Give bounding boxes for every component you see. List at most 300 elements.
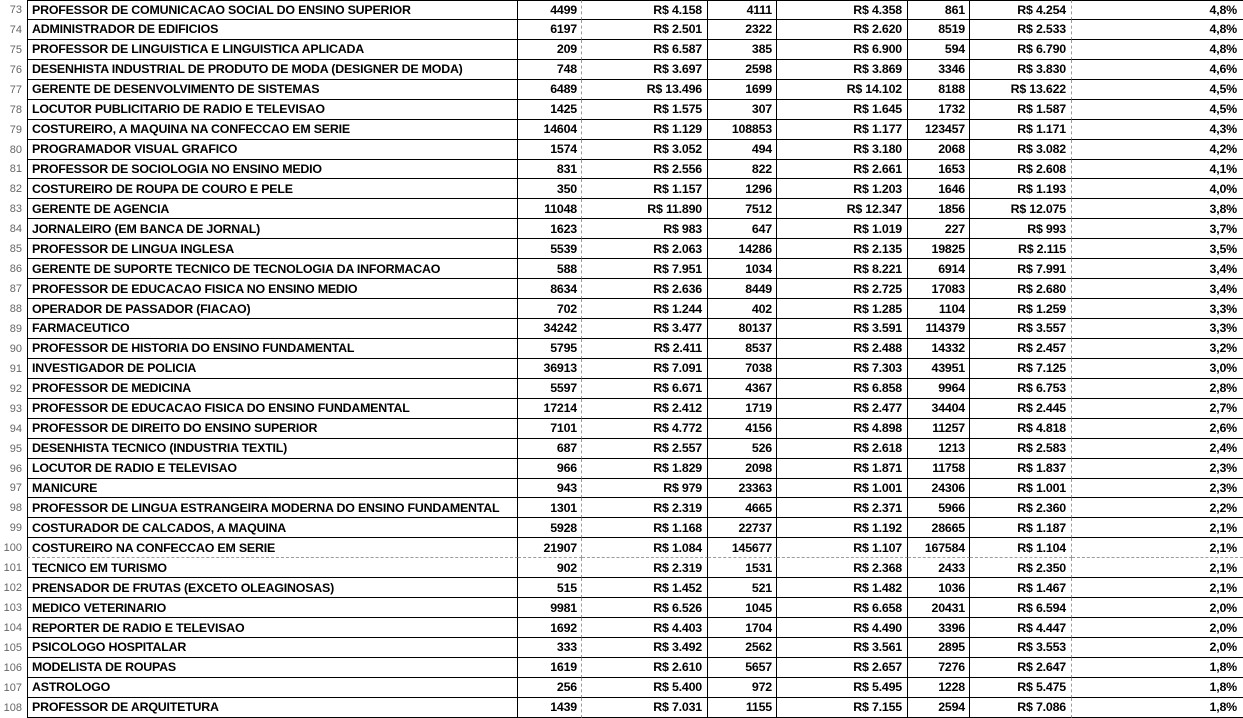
percent-cell[interactable]: 3,8%	[1072, 199, 1243, 219]
salary-a-cell[interactable]: R$ 2.610	[582, 658, 708, 678]
count-b-cell[interactable]: 307	[708, 100, 777, 120]
salary-c-cell[interactable]: R$ 3.553	[970, 638, 1072, 658]
count-a-cell[interactable]: 1425	[518, 100, 582, 120]
salary-c-cell[interactable]: R$ 2.533	[970, 20, 1072, 40]
occupation-cell[interactable]: PROFESSOR DE HISTORIA DO ENSINO FUNDAMENTAL	[27, 339, 518, 359]
count-c-cell[interactable]: 3396	[908, 618, 970, 638]
salary-a-cell[interactable]: R$ 983	[582, 219, 708, 239]
salary-b-cell[interactable]: R$ 1.285	[777, 299, 908, 319]
count-a-cell[interactable]: 1574	[518, 140, 582, 160]
row-number[interactable]: 88	[9, 303, 22, 316]
count-c-cell[interactable]: 7276	[908, 658, 970, 678]
row-number[interactable]: 87	[9, 283, 22, 296]
count-b-cell[interactable]: 2562	[708, 638, 777, 658]
salary-b-cell[interactable]: R$ 2.477	[777, 399, 908, 419]
salary-c-cell[interactable]: R$ 993	[970, 219, 1072, 239]
salary-a-cell[interactable]: R$ 2.319	[582, 558, 708, 578]
row-number[interactable]: 77	[9, 83, 22, 96]
count-a-cell[interactable]: 1692	[518, 618, 582, 638]
salary-a-cell[interactable]: R$ 1.452	[582, 578, 708, 598]
count-b-cell[interactable]: 4367	[708, 379, 777, 399]
occupation-cell[interactable]: ADMINISTRADOR DE EDIFICIOS	[27, 20, 518, 40]
count-c-cell[interactable]: 2068	[908, 140, 970, 160]
salary-c-cell[interactable]: R$ 1.104	[970, 538, 1072, 558]
salary-b-cell[interactable]: R$ 2.488	[777, 339, 908, 359]
salary-c-cell[interactable]: R$ 2.457	[970, 339, 1072, 359]
count-c-cell[interactable]: 14332	[908, 339, 970, 359]
salary-a-cell[interactable]: R$ 6.526	[582, 598, 708, 618]
salary-a-cell[interactable]: R$ 3.492	[582, 638, 708, 658]
salary-c-cell[interactable]: R$ 2.115	[970, 239, 1072, 259]
row-number[interactable]: 76	[9, 63, 22, 76]
salary-c-cell[interactable]: R$ 1.837	[970, 459, 1072, 479]
salary-c-cell[interactable]: R$ 3.830	[970, 60, 1072, 80]
salary-b-cell[interactable]: R$ 12.347	[777, 199, 908, 219]
count-b-cell[interactable]: 1704	[708, 618, 777, 638]
salary-c-cell[interactable]: R$ 6.594	[970, 598, 1072, 618]
count-b-cell[interactable]: 22737	[708, 518, 777, 538]
count-c-cell[interactable]: 1856	[908, 199, 970, 219]
count-a-cell[interactable]: 350	[518, 179, 582, 199]
salary-b-cell[interactable]: R$ 5.495	[777, 678, 908, 698]
row-number[interactable]: 96	[9, 462, 22, 475]
salary-b-cell[interactable]: R$ 3.180	[777, 140, 908, 160]
percent-cell[interactable]: 4,1%	[1072, 160, 1243, 180]
percent-cell[interactable]: 2,4%	[1072, 439, 1243, 459]
occupation-cell[interactable]: PROFESSOR DE COMUNICACAO SOCIAL DO ENSINO SUPERIOR	[27, 0, 518, 20]
percent-cell[interactable]: 2,6%	[1072, 419, 1243, 439]
salary-b-cell[interactable]: R$ 1.645	[777, 100, 908, 120]
salary-a-cell[interactable]: R$ 1.084	[582, 538, 708, 558]
count-a-cell[interactable]: 748	[518, 60, 582, 80]
count-a-cell[interactable]: 588	[518, 259, 582, 279]
row-number[interactable]: 85	[9, 243, 22, 256]
count-c-cell[interactable]: 6914	[908, 259, 970, 279]
count-c-cell[interactable]: 20431	[908, 598, 970, 618]
count-a-cell[interactable]: 4499	[518, 0, 582, 20]
salary-b-cell[interactable]: R$ 6.900	[777, 40, 908, 60]
occupation-cell[interactable]: LOCUTOR DE RADIO E TELEVISAO	[27, 459, 518, 479]
salary-c-cell[interactable]: R$ 2.360	[970, 498, 1072, 518]
count-a-cell[interactable]: 6489	[518, 80, 582, 100]
count-a-cell[interactable]: 943	[518, 479, 582, 499]
occupation-cell[interactable]: MANICURE	[27, 479, 518, 499]
count-a-cell[interactable]: 515	[518, 578, 582, 598]
count-a-cell[interactable]: 687	[518, 439, 582, 459]
count-a-cell[interactable]: 1619	[518, 658, 582, 678]
salary-c-cell[interactable]: R$ 1.467	[970, 578, 1072, 598]
count-c-cell[interactable]: 2594	[908, 698, 970, 718]
salary-a-cell[interactable]: R$ 7.031	[582, 698, 708, 718]
row-number[interactable]: 100	[3, 542, 22, 555]
percent-cell[interactable]: 2,1%	[1072, 518, 1243, 538]
row-number[interactable]: 108	[3, 701, 22, 714]
occupation-cell[interactable]: COSTUREIRO, A MAQUINA NA CONFECCAO EM SERIE	[27, 120, 518, 140]
row-number[interactable]: 106	[3, 661, 22, 674]
percent-cell[interactable]: 2,3%	[1072, 479, 1243, 499]
occupation-cell[interactable]: PRENSADOR DE FRUTAS (EXCETO OLEAGINOSAS)	[27, 578, 518, 598]
percent-cell[interactable]: 4,8%	[1072, 0, 1243, 20]
count-b-cell[interactable]: 402	[708, 299, 777, 319]
row-number[interactable]: 92	[9, 382, 22, 395]
salary-a-cell[interactable]: R$ 1.129	[582, 120, 708, 140]
salary-a-cell[interactable]: R$ 2.412	[582, 399, 708, 419]
row-number[interactable]: 80	[9, 143, 22, 156]
count-b-cell[interactable]: 7512	[708, 199, 777, 219]
count-a-cell[interactable]: 966	[518, 459, 582, 479]
count-b-cell[interactable]: 647	[708, 219, 777, 239]
percent-cell[interactable]: 4,5%	[1072, 100, 1243, 120]
count-c-cell[interactable]: 2433	[908, 558, 970, 578]
row-number[interactable]: 82	[9, 183, 22, 196]
count-a-cell[interactable]: 7101	[518, 419, 582, 439]
row-number[interactable]: 91	[9, 362, 22, 375]
count-c-cell[interactable]: 8188	[908, 80, 970, 100]
salary-b-cell[interactable]: R$ 1.177	[777, 120, 908, 140]
percent-cell[interactable]: 4,5%	[1072, 80, 1243, 100]
count-c-cell[interactable]: 123457	[908, 120, 970, 140]
count-b-cell[interactable]: 4111	[708, 0, 777, 20]
salary-b-cell[interactable]: R$ 1.192	[777, 518, 908, 538]
salary-a-cell[interactable]: R$ 3.052	[582, 140, 708, 160]
occupation-cell[interactable]: PROFESSOR DE SOCIOLOGIA NO ENSINO MEDIO	[27, 160, 518, 180]
row-number[interactable]: 97	[9, 482, 22, 495]
salary-b-cell[interactable]: R$ 6.858	[777, 379, 908, 399]
occupation-cell[interactable]: GERENTE DE AGENCIA	[27, 199, 518, 219]
count-a-cell[interactable]: 8634	[518, 279, 582, 299]
count-a-cell[interactable]: 1623	[518, 219, 582, 239]
percent-cell[interactable]: 4,6%	[1072, 60, 1243, 80]
occupation-cell[interactable]: PROFESSOR DE EDUCACAO FISICA NO ENSINO MEDIO	[27, 279, 518, 299]
salary-b-cell[interactable]: R$ 1.107	[777, 538, 908, 558]
count-c-cell[interactable]: 24306	[908, 479, 970, 499]
occupation-cell[interactable]: OPERADOR DE PASSADOR (FIACAO)	[27, 299, 518, 319]
count-b-cell[interactable]: 7038	[708, 359, 777, 379]
salary-c-cell[interactable]: R$ 1.187	[970, 518, 1072, 538]
count-b-cell[interactable]: 1296	[708, 179, 777, 199]
salary-c-cell[interactable]: R$ 3.557	[970, 319, 1072, 339]
salary-c-cell[interactable]: R$ 2.445	[970, 399, 1072, 419]
count-a-cell[interactable]: 11048	[518, 199, 582, 219]
salary-b-cell[interactable]: R$ 1.482	[777, 578, 908, 598]
count-a-cell[interactable]: 5928	[518, 518, 582, 538]
count-a-cell[interactable]: 34242	[518, 319, 582, 339]
count-b-cell[interactable]: 822	[708, 160, 777, 180]
row-number[interactable]: 86	[9, 263, 22, 276]
count-b-cell[interactable]: 2322	[708, 20, 777, 40]
occupation-cell[interactable]: COSTURADOR DE CALCADOS, A MAQUINA	[27, 518, 518, 538]
count-c-cell[interactable]: 1653	[908, 160, 970, 180]
salary-a-cell[interactable]: R$ 1.244	[582, 299, 708, 319]
count-c-cell[interactable]: 19825	[908, 239, 970, 259]
row-number[interactable]: 103	[3, 602, 22, 615]
occupation-cell[interactable]: PROFESSOR DE EDUCACAO FISICA DO ENSINO FUNDAMENTAL	[27, 399, 518, 419]
salary-b-cell[interactable]: R$ 8.221	[777, 259, 908, 279]
count-a-cell[interactable]: 209	[518, 40, 582, 60]
occupation-cell[interactable]: PROFESSOR DE LINGUA ESTRANGEIRA MODERNA DO ENSINO FUNDAMENTAL	[27, 498, 518, 518]
salary-b-cell[interactable]: R$ 3.561	[777, 638, 908, 658]
count-c-cell[interactable]: 861	[908, 0, 970, 20]
percent-cell[interactable]: 4,8%	[1072, 40, 1243, 60]
percent-cell[interactable]: 4,2%	[1072, 140, 1243, 160]
count-c-cell[interactable]: 1036	[908, 578, 970, 598]
salary-c-cell[interactable]: R$ 1.259	[970, 299, 1072, 319]
count-b-cell[interactable]: 521	[708, 578, 777, 598]
count-a-cell[interactable]: 333	[518, 638, 582, 658]
count-b-cell[interactable]: 1699	[708, 80, 777, 100]
salary-b-cell[interactable]: R$ 3.591	[777, 319, 908, 339]
salary-b-cell[interactable]: R$ 2.620	[777, 20, 908, 40]
count-b-cell[interactable]: 2598	[708, 60, 777, 80]
salary-a-cell[interactable]: R$ 6.587	[582, 40, 708, 60]
count-c-cell[interactable]: 9964	[908, 379, 970, 399]
percent-cell[interactable]: 2,1%	[1072, 578, 1243, 598]
count-c-cell[interactable]: 227	[908, 219, 970, 239]
salary-a-cell[interactable]: R$ 979	[582, 479, 708, 499]
count-b-cell[interactable]: 1155	[708, 698, 777, 718]
salary-a-cell[interactable]: R$ 2.319	[582, 498, 708, 518]
salary-a-cell[interactable]: R$ 2.063	[582, 239, 708, 259]
count-c-cell[interactable]: 34404	[908, 399, 970, 419]
occupation-cell[interactable]: GERENTE DE DESENVOLVIMENTO DE SISTEMAS	[27, 80, 518, 100]
count-a-cell[interactable]: 5795	[518, 339, 582, 359]
count-c-cell[interactable]: 3346	[908, 60, 970, 80]
count-a-cell[interactable]: 5597	[518, 379, 582, 399]
count-c-cell[interactable]: 1228	[908, 678, 970, 698]
salary-c-cell[interactable]: R$ 3.082	[970, 140, 1072, 160]
count-c-cell[interactable]: 11758	[908, 459, 970, 479]
salary-a-cell[interactable]: R$ 4.772	[582, 419, 708, 439]
salary-c-cell[interactable]: R$ 4.447	[970, 618, 1072, 638]
row-number[interactable]: 74	[9, 23, 22, 36]
percent-cell[interactable]: 3,7%	[1072, 219, 1243, 239]
count-a-cell[interactable]: 9981	[518, 598, 582, 618]
occupation-cell[interactable]: LOCUTOR PUBLICITARIO DE RADIO E TELEVISAO	[27, 100, 518, 120]
count-a-cell[interactable]: 902	[518, 558, 582, 578]
salary-c-cell[interactable]: R$ 1.193	[970, 179, 1072, 199]
occupation-cell[interactable]: JORNALEIRO (EM BANCA DE JORNAL)	[27, 219, 518, 239]
count-c-cell[interactable]: 5966	[908, 498, 970, 518]
salary-b-cell[interactable]: R$ 2.371	[777, 498, 908, 518]
salary-a-cell[interactable]: R$ 2.411	[582, 339, 708, 359]
count-a-cell[interactable]: 5539	[518, 239, 582, 259]
salary-b-cell[interactable]: R$ 2.618	[777, 439, 908, 459]
count-b-cell[interactable]: 2098	[708, 459, 777, 479]
salary-c-cell[interactable]: R$ 7.125	[970, 359, 1072, 379]
salary-c-cell[interactable]: R$ 1.587	[970, 100, 1072, 120]
salary-c-cell[interactable]: R$ 4.818	[970, 419, 1072, 439]
count-b-cell[interactable]: 108853	[708, 120, 777, 140]
count-c-cell[interactable]: 1213	[908, 439, 970, 459]
percent-cell[interactable]: 2,1%	[1072, 538, 1243, 558]
count-a-cell[interactable]: 1439	[518, 698, 582, 718]
salary-a-cell[interactable]: R$ 7.091	[582, 359, 708, 379]
salary-a-cell[interactable]: R$ 1.168	[582, 518, 708, 538]
count-a-cell[interactable]: 14604	[518, 120, 582, 140]
occupation-cell[interactable]: COSTUREIRO NA CONFECCAO EM SERIE	[27, 538, 518, 558]
percent-cell[interactable]: 2,3%	[1072, 459, 1243, 479]
salary-a-cell[interactable]: R$ 7.951	[582, 259, 708, 279]
occupation-cell[interactable]: PROFESSOR DE ARQUITETURA	[27, 698, 518, 718]
count-a-cell[interactable]: 831	[518, 160, 582, 180]
percent-cell[interactable]: 3,3%	[1072, 299, 1243, 319]
salary-b-cell[interactable]: R$ 1.871	[777, 459, 908, 479]
count-a-cell[interactable]: 21907	[518, 538, 582, 558]
count-b-cell[interactable]: 385	[708, 40, 777, 60]
percent-cell[interactable]: 2,2%	[1072, 498, 1243, 518]
salary-a-cell[interactable]: R$ 1.829	[582, 459, 708, 479]
count-c-cell[interactable]: 167584	[908, 538, 970, 558]
salary-c-cell[interactable]: R$ 5.475	[970, 678, 1072, 698]
salary-c-cell[interactable]: R$ 2.583	[970, 439, 1072, 459]
count-b-cell[interactable]: 1719	[708, 399, 777, 419]
occupation-cell[interactable]: GERENTE DE SUPORTE TECNICO DE TECNOLOGIA DA INFORMACAO	[27, 259, 518, 279]
salary-a-cell[interactable]: R$ 3.697	[582, 60, 708, 80]
salary-b-cell[interactable]: R$ 7.155	[777, 698, 908, 718]
count-c-cell[interactable]: 17083	[908, 279, 970, 299]
occupation-cell[interactable]: PROFESSOR DE LINGUA INGLESA	[27, 239, 518, 259]
salary-b-cell[interactable]: R$ 4.898	[777, 419, 908, 439]
occupation-cell[interactable]: PROFESSOR DE DIREITO DO ENSINO SUPERIOR	[27, 419, 518, 439]
count-b-cell[interactable]: 80137	[708, 319, 777, 339]
row-number[interactable]: 81	[9, 163, 22, 176]
row-number[interactable]: 102	[3, 582, 22, 595]
salary-b-cell[interactable]: R$ 7.303	[777, 359, 908, 379]
count-c-cell[interactable]: 8519	[908, 20, 970, 40]
salary-a-cell[interactable]: R$ 11.890	[582, 199, 708, 219]
salary-b-cell[interactable]: R$ 1.001	[777, 479, 908, 499]
row-number[interactable]: 79	[9, 123, 22, 136]
count-c-cell[interactable]: 114379	[908, 319, 970, 339]
count-b-cell[interactable]: 4665	[708, 498, 777, 518]
row-number[interactable]: 89	[9, 322, 22, 335]
row-number[interactable]: 93	[9, 402, 22, 415]
percent-cell[interactable]: 1,8%	[1072, 678, 1243, 698]
count-b-cell[interactable]: 23363	[708, 479, 777, 499]
occupation-cell[interactable]: PROFESSOR DE MEDICINA	[27, 379, 518, 399]
percent-cell[interactable]: 1,8%	[1072, 698, 1243, 718]
row-number[interactable]: 84	[9, 223, 22, 236]
salary-b-cell[interactable]: R$ 2.725	[777, 279, 908, 299]
count-c-cell[interactable]: 2895	[908, 638, 970, 658]
salary-b-cell[interactable]: R$ 1.203	[777, 179, 908, 199]
salary-a-cell[interactable]: R$ 6.671	[582, 379, 708, 399]
count-c-cell[interactable]: 11257	[908, 419, 970, 439]
salary-b-cell[interactable]: R$ 4.358	[777, 0, 908, 20]
percent-cell[interactable]: 4,0%	[1072, 179, 1243, 199]
salary-a-cell[interactable]: R$ 1.157	[582, 179, 708, 199]
salary-c-cell[interactable]: R$ 2.350	[970, 558, 1072, 578]
percent-cell[interactable]: 2,0%	[1072, 618, 1243, 638]
row-number[interactable]: 99	[9, 522, 22, 535]
row-number[interactable]: 105	[3, 641, 22, 654]
row-number[interactable]: 94	[9, 422, 22, 435]
percent-cell[interactable]: 4,8%	[1072, 20, 1243, 40]
count-c-cell[interactable]: 28665	[908, 518, 970, 538]
count-b-cell[interactable]: 8537	[708, 339, 777, 359]
salary-c-cell[interactable]: R$ 12.075	[970, 199, 1072, 219]
row-number[interactable]: 83	[9, 203, 22, 216]
count-a-cell[interactable]: 17214	[518, 399, 582, 419]
occupation-cell[interactable]: INVESTIGADOR DE POLICIA	[27, 359, 518, 379]
percent-cell[interactable]: 2,8%	[1072, 379, 1243, 399]
percent-cell[interactable]: 3,0%	[1072, 359, 1243, 379]
row-number[interactable]: 75	[9, 43, 22, 56]
count-b-cell[interactable]: 4156	[708, 419, 777, 439]
count-a-cell[interactable]: 6197	[518, 20, 582, 40]
count-b-cell[interactable]: 14286	[708, 239, 777, 259]
count-c-cell[interactable]: 1104	[908, 299, 970, 319]
row-number[interactable]: 95	[9, 442, 22, 455]
occupation-cell[interactable]: ASTROLOGO	[27, 678, 518, 698]
count-b-cell[interactable]: 526	[708, 439, 777, 459]
salary-a-cell[interactable]: R$ 5.400	[582, 678, 708, 698]
salary-c-cell[interactable]: R$ 6.790	[970, 40, 1072, 60]
salary-b-cell[interactable]: R$ 6.658	[777, 598, 908, 618]
row-number[interactable]: 104	[3, 622, 22, 635]
salary-a-cell[interactable]: R$ 3.477	[582, 319, 708, 339]
occupation-cell[interactable]: MEDICO VETERINARIO	[27, 598, 518, 618]
percent-cell[interactable]: 3,5%	[1072, 239, 1243, 259]
salary-c-cell[interactable]: R$ 2.680	[970, 279, 1072, 299]
count-a-cell[interactable]: 256	[518, 678, 582, 698]
salary-a-cell[interactable]: R$ 13.496	[582, 80, 708, 100]
salary-c-cell[interactable]: R$ 1.171	[970, 120, 1072, 140]
salary-a-cell[interactable]: R$ 2.501	[582, 20, 708, 40]
percent-cell[interactable]: 2,0%	[1072, 638, 1243, 658]
percent-cell[interactable]: 3,4%	[1072, 279, 1243, 299]
occupation-cell[interactable]: PROFESSOR DE LINGUISTICA E LINGUISTICA APLICADA	[27, 40, 518, 60]
count-b-cell[interactable]: 494	[708, 140, 777, 160]
occupation-cell[interactable]: REPORTER DE RADIO E TELEVISAO	[27, 618, 518, 638]
count-b-cell[interactable]: 5657	[708, 658, 777, 678]
salary-a-cell[interactable]: R$ 4.158	[582, 0, 708, 20]
count-c-cell[interactable]: 1732	[908, 100, 970, 120]
row-number[interactable]: 90	[9, 342, 22, 355]
salary-c-cell[interactable]: R$ 6.753	[970, 379, 1072, 399]
occupation-cell[interactable]: PSICOLOGO HOSPITALAR	[27, 638, 518, 658]
occupation-cell[interactable]: DESENHISTA TECNICO (INDUSTRIA TEXTIL)	[27, 439, 518, 459]
percent-cell[interactable]: 2,0%	[1072, 598, 1243, 618]
percent-cell[interactable]: 2,7%	[1072, 399, 1243, 419]
salary-b-cell[interactable]: R$ 2.661	[777, 160, 908, 180]
occupation-cell[interactable]: DESENHISTA INDUSTRIAL DE PRODUTO DE MODA (DESIGNER DE MODA)	[27, 60, 518, 80]
occupation-cell[interactable]: PROGRAMADOR VISUAL GRAFICO	[27, 140, 518, 160]
salary-a-cell[interactable]: R$ 4.403	[582, 618, 708, 638]
salary-b-cell[interactable]: R$ 14.102	[777, 80, 908, 100]
occupation-cell[interactable]: COSTUREIRO DE ROUPA DE COURO E PELE	[27, 179, 518, 199]
count-c-cell[interactable]: 594	[908, 40, 970, 60]
count-a-cell[interactable]: 36913	[518, 359, 582, 379]
salary-b-cell[interactable]: R$ 2.135	[777, 239, 908, 259]
percent-cell[interactable]: 3,2%	[1072, 339, 1243, 359]
percent-cell[interactable]: 4,3%	[1072, 120, 1243, 140]
salary-a-cell[interactable]: R$ 1.575	[582, 100, 708, 120]
occupation-cell[interactable]: FARMACEUTICO	[27, 319, 518, 339]
salary-b-cell[interactable]: R$ 1.019	[777, 219, 908, 239]
occupation-cell[interactable]: MODELISTA DE ROUPAS	[27, 658, 518, 678]
percent-cell[interactable]: 3,3%	[1072, 319, 1243, 339]
salary-c-cell[interactable]: R$ 13.622	[970, 80, 1072, 100]
salary-a-cell[interactable]: R$ 2.636	[582, 279, 708, 299]
salary-c-cell[interactable]: R$ 2.608	[970, 160, 1072, 180]
count-b-cell[interactable]: 972	[708, 678, 777, 698]
percent-cell[interactable]: 3,4%	[1072, 259, 1243, 279]
salary-b-cell[interactable]: R$ 4.490	[777, 618, 908, 638]
salary-a-cell[interactable]: R$ 2.556	[582, 160, 708, 180]
salary-c-cell[interactable]: R$ 7.086	[970, 698, 1072, 718]
count-a-cell[interactable]: 702	[518, 299, 582, 319]
